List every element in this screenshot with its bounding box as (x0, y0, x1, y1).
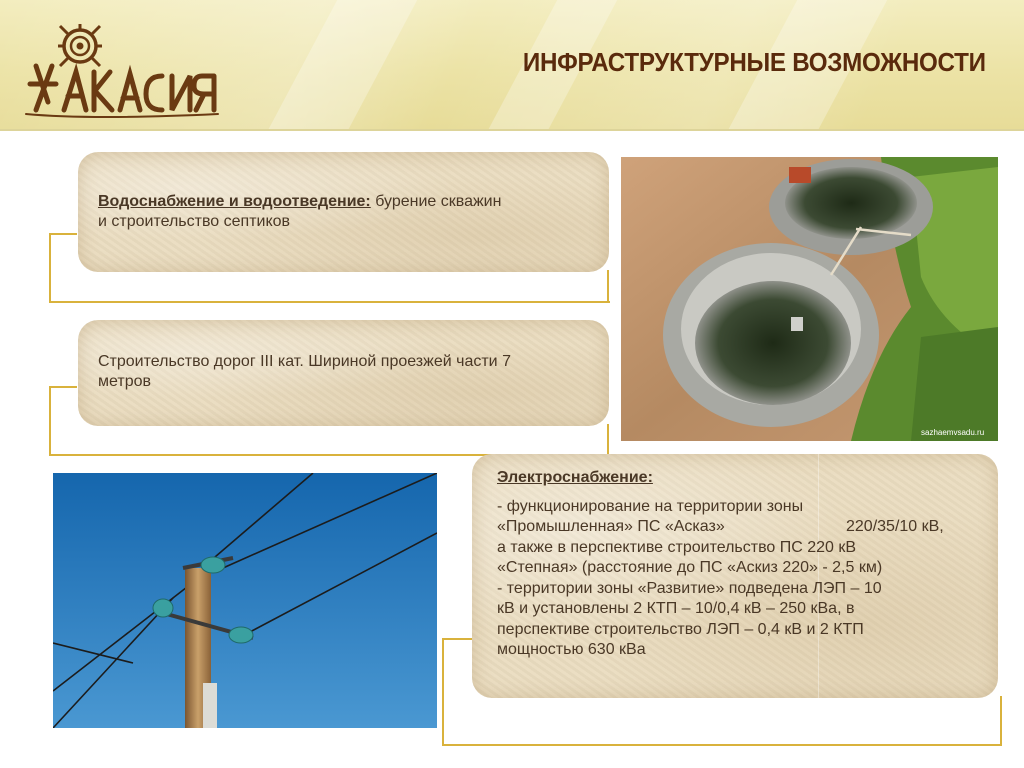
power-line-2-voltage: 220/35/10 кВ, (846, 518, 944, 535)
roads-box (78, 320, 609, 426)
roads-text-1: Строительство дорог III кат. Шириной проезжей части 7 (98, 353, 511, 370)
roads-text-2: метров (98, 373, 151, 390)
septic-tank-photo (621, 157, 998, 441)
power-line-5: - территории зоны «Развитие» подведена ЛЭП – 10 (497, 579, 882, 597)
power-line-4: «Степная» (расстояние до ПС «Аскиз 220» - 2,5 км) (497, 559, 883, 576)
page-title: ИНФРАСТРУКТУРНЫЕ ВОЗМОЖНОСТИ (523, 47, 986, 77)
water-text-1: бурение скважин (370, 193, 502, 210)
bracket-roads-end (607, 424, 609, 456)
bracket-water-tick (49, 233, 77, 235)
power-line-3: а также в перспективе строительство ПС 220 кВ (497, 538, 857, 556)
photo-watermark: sazhaemvsadu.ru (921, 428, 985, 437)
bracket-roads-tick (49, 386, 77, 388)
bracket-water-end (607, 270, 609, 303)
power-supply-box (472, 454, 998, 698)
ornament-emblem-icon (58, 24, 102, 66)
svg-text:Хакасия: Хакасия (22, 14, 26, 15)
power-line-photo (53, 473, 437, 728)
power-line-7: перспективе строительство ЛЭП – 0,4 кВ и 2 КТП (497, 620, 864, 638)
header-banner (0, 0, 1024, 131)
bracket-power-tick (442, 638, 472, 640)
power-line-8: мощностью 630 кВа (497, 641, 646, 658)
bracket-power-end (1000, 696, 1002, 746)
power-heading: Электроснабжение: (497, 469, 653, 486)
logo (22, 14, 222, 124)
power-line-2: «Промышленная» ПС «Асказ» (497, 518, 725, 535)
power-line-1: - функционирование на территории зоны (497, 497, 804, 515)
water-supply-box (78, 152, 609, 272)
water-text-2: и строительство септиков (98, 213, 291, 230)
water-heading: Водоснабжение и водоотведение: (98, 193, 371, 210)
power-line-6: кВ и установлены 2 КТП – 10/0,4 кВ – 250 кВа, в (497, 600, 855, 617)
